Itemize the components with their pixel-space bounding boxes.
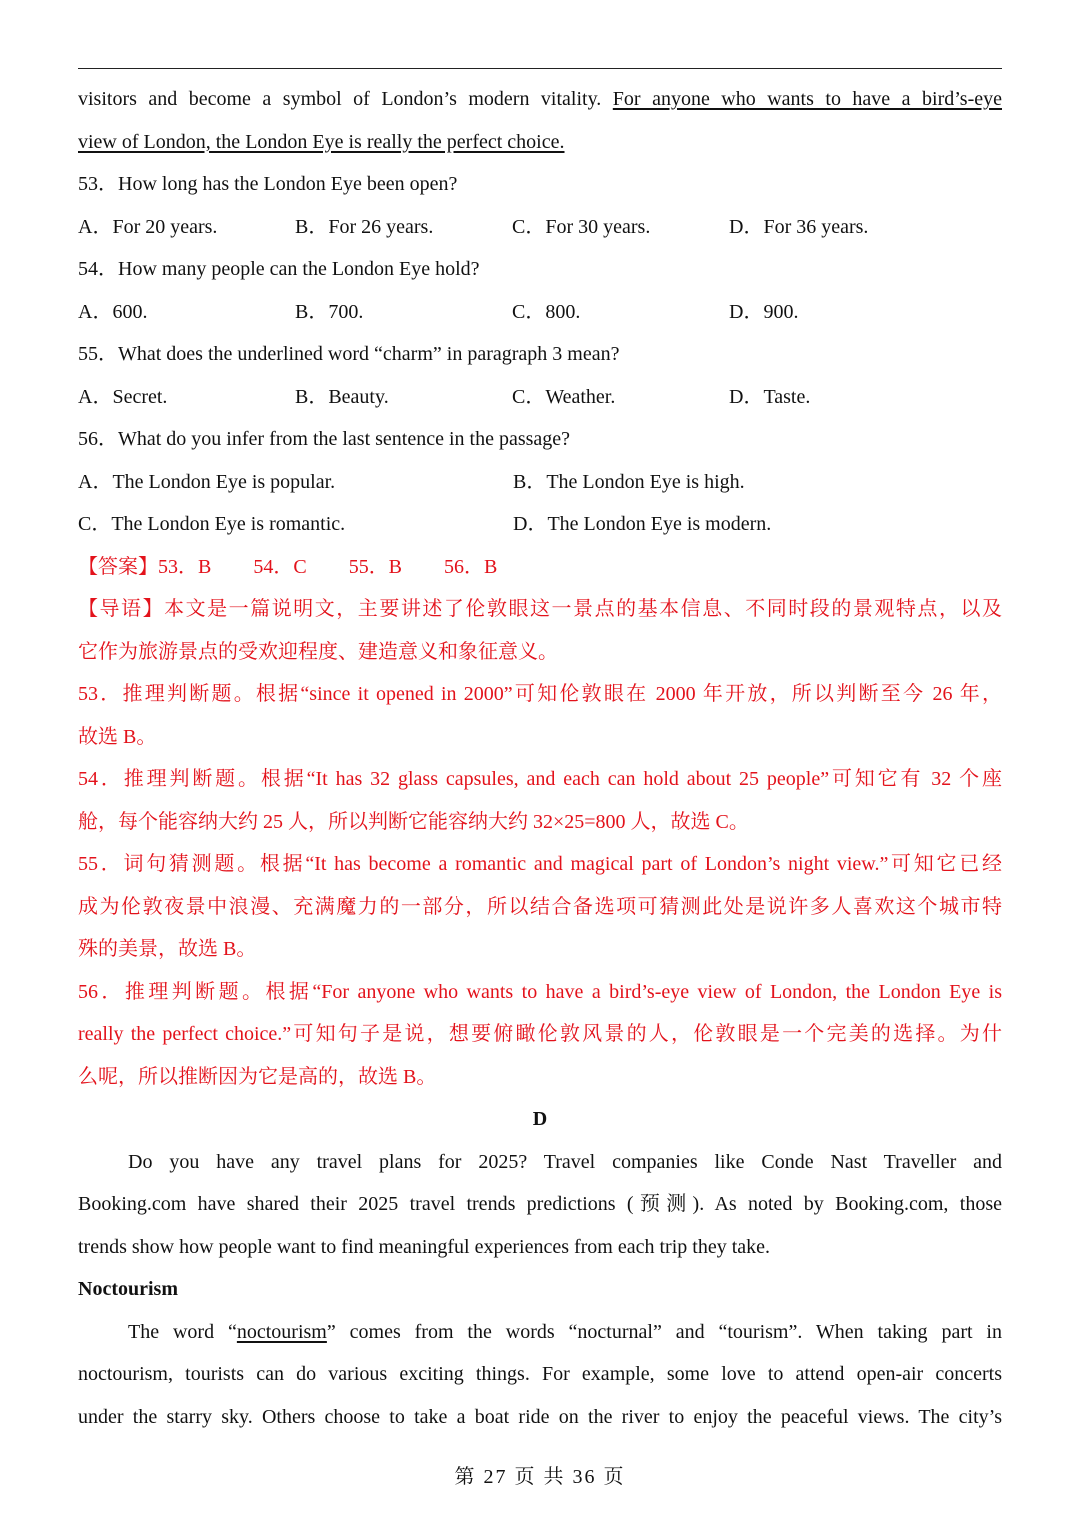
underlined-word: noctourism bbox=[236, 1320, 327, 1343]
option: D．The London Eye is modern. bbox=[513, 513, 772, 535]
option: C．The London Eye is romantic. bbox=[78, 513, 346, 535]
explanation-53: 53．推理判断题。根据“since it opened in 2000”可知伦敦眼在 2000 年开放，所以判断至今 26 年， bbox=[78, 683, 1002, 705]
options-54 bbox=[78, 291, 1002, 334]
passage-d-line: trends show how people want to find meaningful experiences from each trip they take. bbox=[78, 1235, 771, 1258]
page-number: 第 27 页 共 36 页 bbox=[454, 1466, 626, 1488]
underlined-sentence: For anyone who wants to have a bird’s-eye bbox=[612, 88, 1002, 110]
explanation-55: 殊的美景，故选 B。 bbox=[78, 938, 257, 960]
answer-item: 55．B bbox=[348, 555, 403, 578]
question-54: 54．How many people can the London Eye hold? bbox=[78, 258, 480, 280]
option: D．900. bbox=[729, 300, 799, 323]
passage-d-line: under the starry sky. Others choose to take a boat ride on the river to enjoy the peaceful views. The city’s bbox=[78, 1405, 1002, 1428]
answer-item: 54．C bbox=[253, 555, 307, 578]
passage-d-line bbox=[78, 1311, 1002, 1354]
options-56 bbox=[78, 461, 1002, 504]
passage-heading: D bbox=[532, 1108, 548, 1130]
passage-d-line: Booking.com have shared their 2025 travel trends predictions (预测). As noted by Booking.com, those bbox=[78, 1193, 1002, 1215]
option: B．700. bbox=[295, 300, 364, 323]
page-content bbox=[78, 78, 1002, 1438]
option: B．Beauty. bbox=[295, 385, 389, 408]
passage-c-line bbox=[78, 78, 1002, 121]
answer-item: 56．B bbox=[444, 555, 498, 578]
passage-text: ” comes from the words “nocturnal” and “tourism”. When taking part in bbox=[326, 1320, 1002, 1343]
section-subheading: Noctourism bbox=[78, 1278, 178, 1300]
options-55 bbox=[78, 376, 1002, 419]
answer-item: 53．B bbox=[158, 555, 212, 578]
answer-key bbox=[78, 546, 1002, 589]
options-56 bbox=[78, 503, 1002, 546]
passage-text: visitors and become a symbol of London’s modern vitality. bbox=[78, 88, 613, 110]
underlined-sentence: view of London, the London Eye is really the perfect choice. bbox=[78, 130, 565, 153]
option: A．600. bbox=[78, 300, 148, 323]
explanation-54: 舱，每个能容纳大约 25 人，所以判断它能容纳大约 32×25=800 人，故选 C。 bbox=[78, 810, 749, 833]
option: C．Weather. bbox=[512, 385, 616, 408]
explanation-56: 56．推理判断题。根据“For anyone who wants to have a bird’s-eye view of London, the London Eye is bbox=[78, 980, 1002, 1003]
option: C．800. bbox=[512, 300, 581, 323]
passage-d-line: noctourism, tourists can do various exciting things. For example, some love to attend open-air concerts bbox=[78, 1363, 1002, 1385]
passage-text: The word “ bbox=[128, 1320, 237, 1343]
header-rule bbox=[78, 68, 1002, 69]
option: A．The London Eye is popular. bbox=[78, 470, 336, 493]
option: A．Secret. bbox=[78, 385, 168, 408]
guide-line: 【导语】本文是一篇说明文，主要讲述了伦敦眼这一景点的基本信息、不同时段的景观特点，以及 bbox=[78, 598, 1002, 620]
option: B．For 26 years. bbox=[295, 215, 434, 238]
answer-label: 【答案】 bbox=[78, 555, 158, 578]
options-53 bbox=[78, 206, 1002, 249]
option: C．For 30 years. bbox=[512, 215, 651, 238]
explanation-56: 么呢，所以推断因为它是高的，故选 B。 bbox=[78, 1065, 437, 1088]
guide-line: 它作为旅游景点的受欢迎程度、建造意义和象征意义。 bbox=[78, 640, 558, 663]
option: B．The London Eye is high. bbox=[513, 470, 745, 493]
explanation-53: 故选 B。 bbox=[78, 725, 157, 748]
question-53: 53．How long has the London Eye been open? bbox=[78, 173, 458, 195]
question-56: 56．What do you infer from the last sentence in the passage? bbox=[78, 428, 571, 450]
passage-c-line bbox=[78, 121, 1002, 164]
option: D．For 36 years. bbox=[729, 215, 869, 238]
explanation-55: 55．词句猜测题。根据“It has become a romantic and magical part of London’s night view.”可知它已经 bbox=[78, 853, 1002, 875]
passage-d-line: Do you have any travel plans for 2025? Travel companies like Conde Nast Traveller and bbox=[128, 1150, 1002, 1173]
explanation-54: 54．推理判断题。根据“It has 32 glass capsules, and each can hold about 25 people”可知它有 32 个座 bbox=[78, 768, 1002, 790]
question-55: 55．What does the underlined word “charm” in paragraph 3 mean? bbox=[78, 343, 620, 365]
explanation-55: 成为伦敦夜景中浪漫、充满魔力的一部分，所以结合备选项可猜测此处是说许多人喜欢这个城市特 bbox=[78, 895, 1002, 918]
option: D．Taste. bbox=[729, 385, 811, 408]
option: A．For 20 years. bbox=[78, 215, 218, 238]
explanation-56: really the perfect choice.”可知句子是说，想要俯瞰伦敦风景的人，伦敦眼是一个完美的选择。为什 bbox=[78, 1023, 1002, 1045]
